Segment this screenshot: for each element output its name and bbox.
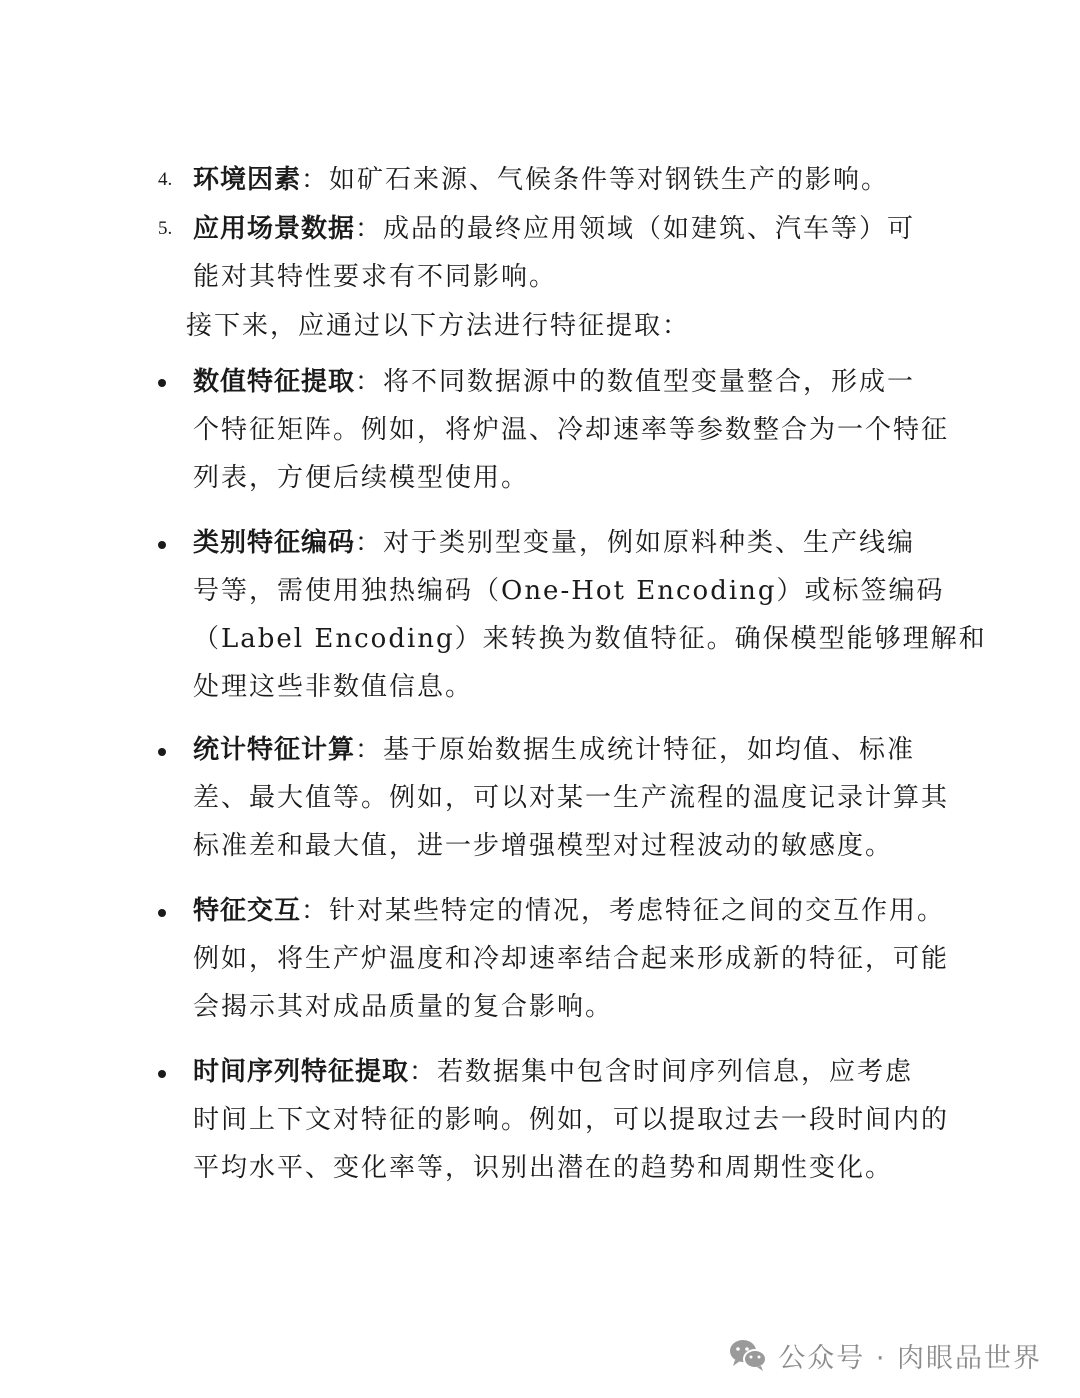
list-item-term: 环境因素 (193, 165, 302, 195)
bullet-text: （Label Encoding）来转换为数值特征。确保模型能够理解和 (193, 624, 987, 654)
bullet-icon (158, 541, 166, 549)
bullet-feature-interaction (193, 887, 945, 935)
bullet-text: 处理这些非数值信息。 (193, 672, 474, 702)
bullet-term: 统计特征计算 (193, 735, 356, 765)
bullet-term: 类别特征编码 (193, 528, 356, 558)
bullet-categorical-encoding (193, 519, 915, 567)
bullet-text: ：将不同数据源中的数值型变量整合，形成一 (355, 367, 916, 397)
bullet-text: 会揭示其对成品质量的复合影响。 (193, 992, 614, 1022)
intro-paragraph: 接下来，应通过以下方法进行特征提取： (186, 311, 691, 341)
bullet-term: 时间序列特征提取 (193, 1057, 410, 1087)
bullet-text: ：基于原始数据生成统计特征，如均值、标准 (355, 735, 916, 765)
bullet-text: 例如，将生产炉温度和冷却速率结合起来形成新的特征，可能 (193, 944, 950, 974)
bullet-icon (158, 748, 166, 756)
bullet-text: ：针对某些特定的情况，考虑特征之间的交互作用。 (301, 896, 946, 926)
list-item-text: 能对其特性要求有不同影响。 (193, 262, 558, 292)
bullet-text: 个特征矩阵。例如，将炉温、冷却速率等参数整合为一个特征 (193, 415, 950, 445)
bullet-icon (158, 909, 166, 917)
wechat-icon (728, 1338, 768, 1372)
bullet-text: 平均水平、变化率等，识别出潜在的趋势和周期性变化。 (193, 1153, 894, 1183)
list-item-text: ：成品的最终应用领域（如建筑、汽车等）可 (355, 214, 916, 244)
watermark-text: 公众号 · 肉眼品世界 (778, 1342, 1042, 1374)
wechat-watermark (728, 1333, 1042, 1377)
bullet-text: 差、最大值等。例如，可以对某一生产流程的温度记录计算其 (193, 783, 950, 813)
bullet-term: 特征交互 (193, 896, 302, 926)
list-item-term: 应用场景数据 (193, 214, 356, 244)
bullet-text: 标准差和最大值，进一步增强模型对过程波动的敏感度。 (193, 831, 894, 861)
list-number: 4. (158, 169, 173, 190)
bullet-text: 时间上下文对特征的影响。例如，可以提取过去一段时间内的 (193, 1105, 950, 1135)
bullet-term: 数值特征提取 (193, 367, 356, 397)
list-item-text: ：如矿石来源、气候条件等对钢铁生产的影响。 (301, 165, 890, 195)
bullet-statistical-features (193, 726, 915, 774)
bullet-text: ：若数据集中包含时间序列信息，应考虑 (409, 1057, 914, 1087)
list-item-application (193, 205, 915, 253)
bullet-time-series (193, 1048, 913, 1096)
bullet-icon (158, 379, 166, 387)
list-number: 5. (158, 218, 173, 239)
bullet-text: 列表，方便后续模型使用。 (193, 463, 530, 493)
bullet-numeric-features (193, 358, 915, 406)
bullet-text: 号等，需使用独热编码（One-Hot Encoding）或标签编码 (193, 576, 945, 606)
list-item-environment (193, 156, 889, 204)
bullet-text: ：对于类别型变量，例如原料种类、生产线编 (355, 528, 916, 558)
bullet-icon (158, 1070, 166, 1078)
